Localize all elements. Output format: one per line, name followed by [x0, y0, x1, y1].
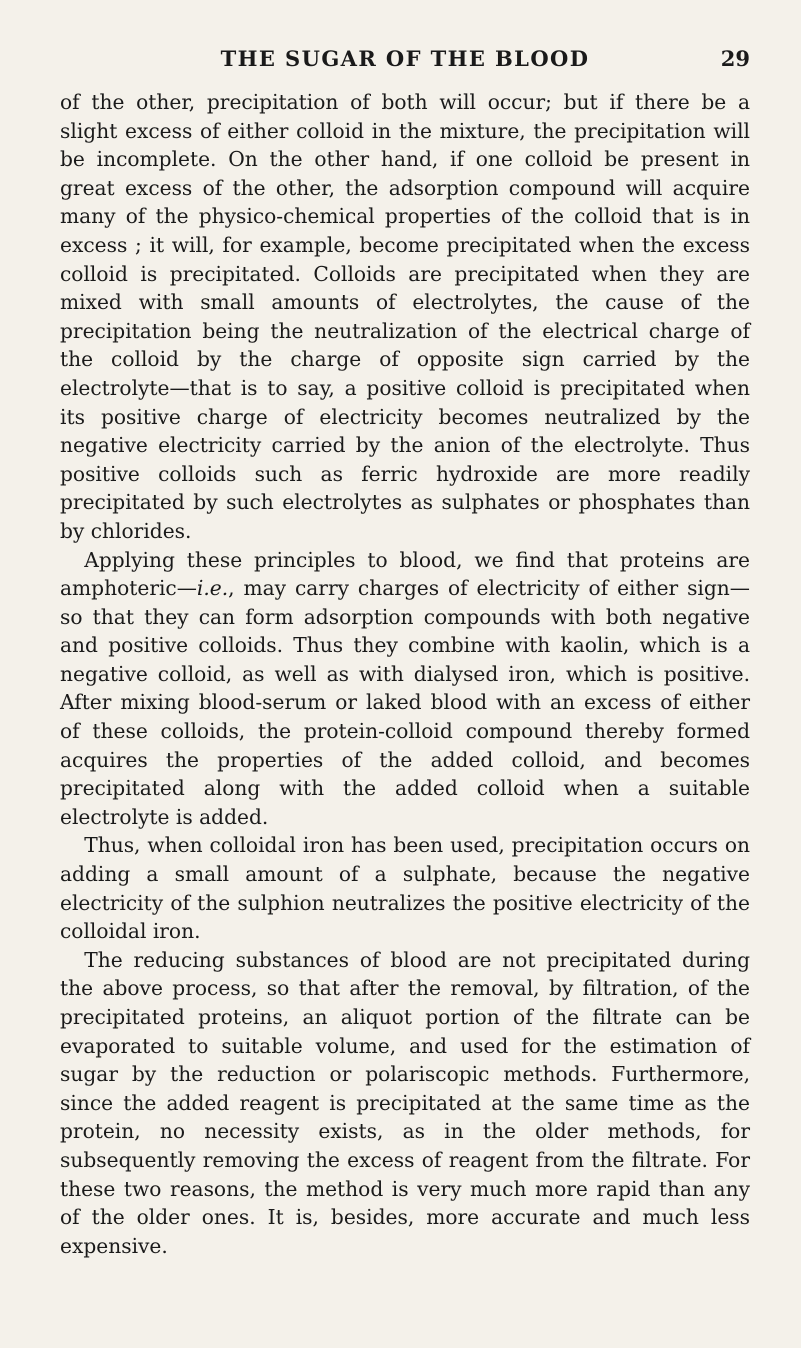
paragraph-1: of the other, precipitation of both will occur; but if there be a slight excess of either colloid in the mixture, the precipitation will be incomplete. On the other hand, if one colloid be present in great excess of the other, the adsorption compound will acquire many of the physico-chemical properties of the colloid that is in excess ; it will, for example, become precipitated when the excess colloid is precipitated. Colloids are precipitated when they are mixed with small amounts of electrolytes, the cause of the precipitation being the neutralization of the electrical charge of the colloid by the charge of opposite sign carried by the electrolyte—that is to say, a positive colloid is precipitated when its positive charge of electricity becomes neutralized by the negative electricity carried by the anion of the electrolyte. Thus positive colloids such as ferric hydroxide are more readily precipitated by such electrolytes as sulphates or phosphates than by chlorides. [60, 90, 750, 543]
page-number: 29 [720, 46, 750, 71]
paragraph-2-italic: i.e. [196, 576, 229, 601]
running-title: THE SUGAR OF THE BLOOD [220, 46, 590, 71]
running-head [60, 46, 750, 80]
paragraph-2-part-2: , may carry charges of electricity of either sign—so that they can form adsorption compounds with both negative and positive colloids. Thus they combine with kaolin, which is a negative colloid, as well as with dialysed iron, which is positive. After mixing blood-serum or laked blood with an excess of either of these colloids, the protein-colloid compound thereby formed acquires the properties of the added colloid, and becomes precipitated along with the added colloid when a suitable electrolyte is added. [60, 576, 750, 829]
paragraph-4: The reducing substances of blood are not precipitated during the above process, so that after the removal, by filtration, of the precipitated proteins, an aliquot portion of the filtrate can be evaporated to suitable volume, and used for the estimation of sugar by the reduction or polariscopic methods. Furthermore, since the added reagent is precipitated at the same time as the protein, no necessity exists, as in the older methods, for subsequently removing the excess of reagent from the filtrate. For these two reasons, the method is very much more rapid than any of the older ones. It is, besides, more accurate and much less expensive. [60, 947, 750, 1258]
paragraph-2-part-1: Applying these principles to blood, we find that proteins are amphoteric— [60, 547, 750, 601]
paragraph-2 [60, 546, 750, 832]
body-text [60, 88, 750, 1260]
book-page [60, 46, 750, 1260]
paragraph-3: Thus, when colloidal iron has been used, precipitation occurs on adding a small amount of a sulphate, because the negative electricity of the sulphion neutralizes the positive electricity of the colloidal iron. [60, 833, 750, 944]
